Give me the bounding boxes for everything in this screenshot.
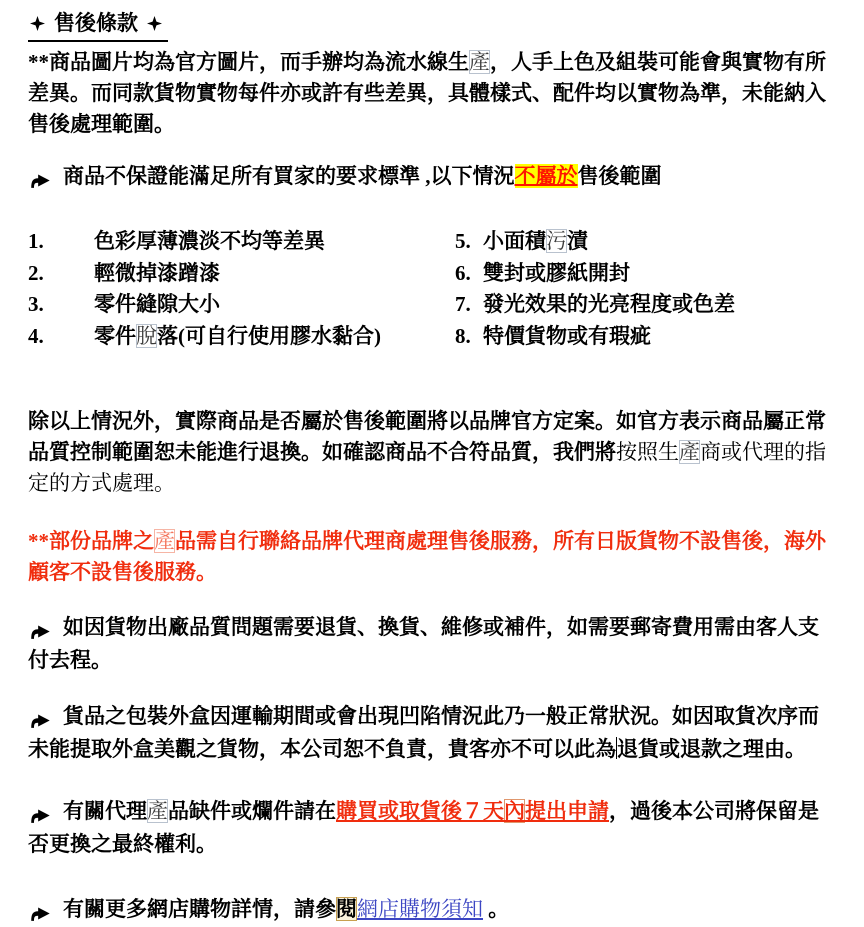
text-segment: 輕微掉漆蹭漆 [94,260,220,285]
list-item [455,226,838,258]
intro-paragraph [28,47,838,140]
text-segment: 商或代理的指定的方式處理。 [28,440,826,495]
text-segment: 有關代理 [63,799,147,823]
text-segment: 脫 [136,323,157,348]
page-title-text: 售後條款 [54,11,138,35]
text-segment: 按照生 [616,440,679,464]
not-covered-notice [28,161,838,194]
text-segment: 零件縫隙大小 [94,292,220,316]
list-item-number: 3. [28,292,44,316]
four-point-star-icon [30,16,45,31]
text-segment: 商品不保證能滿足所有買家的要求標準 ,以下情況 [63,164,515,188]
list-item-number: 6. [455,260,471,285]
missing-parts-paragraph [28,796,838,860]
text-segment: 產 [154,529,175,553]
curved-right-arrow-icon [28,703,54,734]
curved-right-arrow-icon [28,896,54,927]
text-segment: 如因貨物出廠品質問題需要退貨、換貨、維修或補件，如需要郵寄費用需由客人支付去程。 [28,615,819,672]
list-item-number: 5. [455,229,471,253]
text-segment: 貨品之包裝外盒因運輸期間或會出現凹陷情況此乃一般正常狀況。如因取貨次序而未能提取外盒美觀之貨物，本公司恕不負責，貴客亦不可以此為 [28,704,819,761]
text-segment: 漬 [567,229,588,253]
curved-right-arrow-icon [28,614,54,645]
four-point-star-icon [147,16,162,31]
text-segment: 。 [483,897,510,921]
text-segment: 零件 [94,323,136,348]
text-segment: 小面積 [483,229,546,253]
text-segment: 特價貨物或有瑕疵 [483,323,651,348]
text-segment: 品缺件或爛件請在 [168,799,336,823]
page-title [28,8,168,42]
list-item [455,321,838,353]
text-segment: 色彩厚薄濃淡不均等差異 [94,229,325,253]
text-segment: 污 [546,229,567,253]
text-segment: 產 [469,50,490,74]
text-segment: 退貨或退款之理由。 [617,737,806,761]
text-segment: 雙封或膠紙開封 [483,260,630,285]
list-item-number: 8. [455,323,471,348]
list-item [455,258,838,290]
list-item [28,289,455,321]
more-info-paragraph [28,894,838,927]
list-item-number: 7. [455,292,471,316]
text-segment: 提出申請 [525,799,609,823]
list-item [455,289,838,321]
exclusion-list-left-column [28,226,455,352]
list-item-number: 1. [28,229,44,253]
list-item [28,321,455,353]
list-item [28,226,455,258]
text-segment: 發光效果的光亮程度或色差 [483,292,735,316]
brand-decision-paragraph [28,406,838,499]
text-segment: 不屬於 [514,164,578,188]
text-segment: 產 [679,440,700,464]
text-segment: 售後範圍 [577,164,662,188]
text-segment: 閱 [336,897,357,921]
exclusion-list-right-column [455,226,838,352]
returns-shipping-paragraph [28,612,838,676]
text-segment: 落(可自行使用膠水黏合) [157,323,381,348]
text-segment: 內 [504,799,525,823]
packaging-dent-paragraph [28,701,838,765]
text-segment: 產 [147,799,168,823]
text-segment: **部份品牌之 [28,529,154,553]
list-item-number: 2. [28,260,44,285]
text-segment: **商品圖片均為官方圖片，而手辦均為流水線生 [28,50,469,74]
list-item-number: 4. [28,323,44,348]
store-shopping-guide-link[interactable]: 網店購物須知 [357,897,483,921]
brand-warning-paragraph [28,526,838,588]
text-segment: 品需自行聯絡品牌代理商處理售後服務，所有日版貨物不設售後，海外顧客不設售後服務。 [28,529,826,584]
list-item [28,258,455,290]
text-segment: 除以上情況外，實際商品是否屬於售後範圍將以品牌官方定案。如官方表示商品屬正常品質控制範圍恕未能進行退換。如確認商品不合符品質，我們將 [28,409,826,464]
curved-right-arrow-icon [28,798,54,829]
text-segment: ，過後本公司將保留是否更換之最終權利。 [28,799,819,856]
text-segment: ，人手上色及組裝可能會與實物有所差異。而同款貨物實物每件亦或許有些差異，具體樣式、配件均以實物為準，未能納入售後處理範圍。 [28,50,826,136]
curved-right-arrow-icon [28,163,54,194]
text-segment: 有關更多網店購物詳情，請參 [63,897,336,921]
text-segment: 購買或取貨後７天 [336,799,504,823]
exclusion-list [28,226,838,352]
